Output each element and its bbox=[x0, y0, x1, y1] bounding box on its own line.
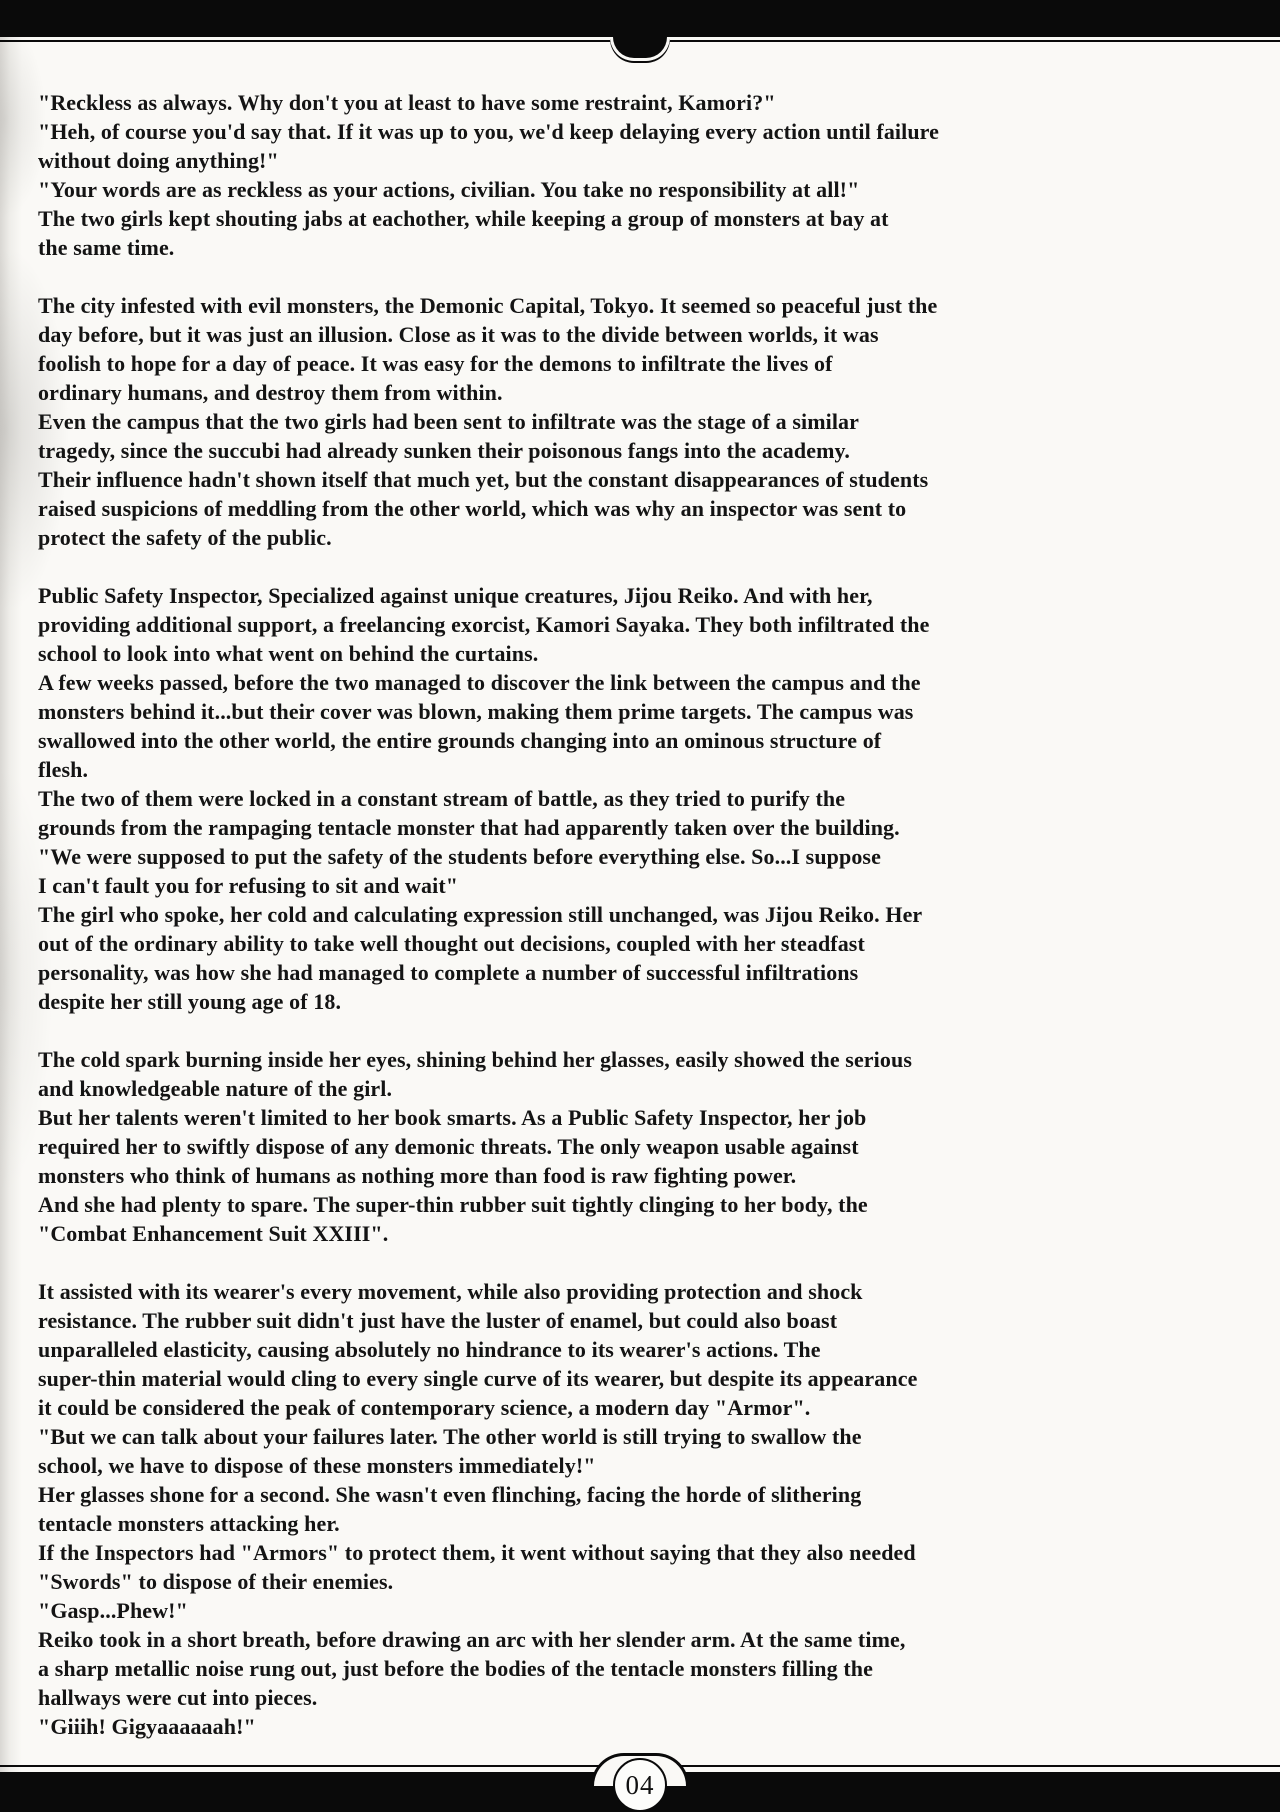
text-line: tentacle monsters attacking her. bbox=[38, 1511, 340, 1536]
text-line: a sharp metallic noise rung out, just before the bodies of the tentacle monsters filling the bbox=[38, 1656, 873, 1681]
text-line: "Gasp...Phew!" bbox=[38, 1598, 188, 1623]
text-line: "Giiih! Gigyaaaaaah!" bbox=[38, 1714, 256, 1739]
text-line: hallways were cut into pieces. bbox=[38, 1685, 318, 1710]
text-line: The two of them were locked in a constant stream of battle, as they tried to purify the bbox=[38, 786, 846, 811]
text-line: "Swords" to dispose of their enemies. bbox=[38, 1569, 394, 1594]
text-line: The girl who spoke, her cold and calculating expression still unchanged, was Jijou Reiko. Her bbox=[38, 902, 923, 927]
text-line: protect the safety of the public. bbox=[38, 525, 332, 550]
text-line: unparalleled elasticity, causing absolutely no hindrance to its wearer's actions. The bbox=[38, 1337, 821, 1362]
text-line: school to look into what went on behind the curtains. bbox=[38, 641, 539, 666]
text-line: monsters who think of humans as nothing more than food is raw fighting power. bbox=[38, 1163, 797, 1188]
text-line: Even the campus that the two girls had been sent to infiltrate was the stage of a similar bbox=[38, 409, 860, 434]
text-line: it could be considered the peak of contemporary science, a modern day "Armor". bbox=[38, 1395, 811, 1420]
text-line: Reiko took in a short breath, before drawing an arc with her slender arm. At the same time, bbox=[38, 1627, 906, 1652]
page-number-badge bbox=[613, 1758, 667, 1812]
paragraph-block bbox=[38, 581, 1254, 1016]
text-line: super-thin material would cling to every single curve of its wearer, but despite its appearance bbox=[38, 1366, 918, 1391]
text-line: raised suspicions of meddling from the other world, which was why an inspector was sent to bbox=[38, 496, 907, 521]
text-line: "Your words are as reckless as your actions, civilian. You take no responsibility at all!" bbox=[38, 177, 860, 202]
text-line: out of the ordinary ability to take well thought out decisions, coupled with her steadfast bbox=[38, 931, 865, 956]
text-line: and knowledgeable nature of the girl. bbox=[38, 1076, 393, 1101]
text-line: A few weeks passed, before the two managed to discover the link between the campus and the bbox=[38, 670, 921, 695]
page-bottom-border bbox=[0, 1752, 1280, 1812]
text-line: flesh. bbox=[38, 757, 89, 782]
text-line: without doing anything!" bbox=[38, 148, 279, 173]
text-line: school, we have to dispose of these monsters immediately!" bbox=[38, 1453, 596, 1478]
text-line: resistance. The rubber suit didn't just have the luster of enamel, but could also boast bbox=[38, 1308, 838, 1333]
text-line: personality, was how she had managed to complete a number of successful infiltrations bbox=[38, 960, 859, 985]
text-line: grounds from the rampaging tentacle monster that had apparently taken over the building. bbox=[38, 815, 900, 840]
text-line: foolish to hope for a day of peace. It was easy for the demons to infiltrate the lives of bbox=[38, 351, 833, 376]
text-line: The city infested with evil monsters, the Demonic Capital, Tokyo. It seemed so peaceful just the bbox=[38, 293, 938, 318]
text-line: despite her still young age of 18. bbox=[38, 989, 342, 1014]
text-line: swallowed into the other world, the entire grounds changing into an ominous structure of bbox=[38, 728, 882, 753]
paragraph-block bbox=[38, 88, 1254, 262]
paragraph-block bbox=[38, 291, 1254, 552]
page-number: 04 bbox=[625, 1769, 655, 1800]
paragraph-block bbox=[38, 1277, 1254, 1741]
text-line: providing additional support, a freelancing exorcist, Kamori Sayaka. They both infiltrated the bbox=[38, 612, 930, 637]
text-line: the same time. bbox=[38, 235, 175, 260]
text-line: It assisted with its wearer's every movement, while also providing protection and shock bbox=[38, 1279, 863, 1304]
page-top-border bbox=[0, 0, 1280, 70]
story-text bbox=[38, 88, 1254, 1741]
text-line: But her talents weren't limited to her book smarts. As a Public Safety Inspector, her job bbox=[38, 1105, 867, 1130]
text-line: "Combat Enhancement Suit XXIII". bbox=[38, 1221, 389, 1246]
text-line: I can't fault you for refusing to sit and wait" bbox=[38, 873, 459, 898]
text-line: Public Safety Inspector, Specialized against unique creatures, Jijou Reiko. And with her, bbox=[38, 583, 873, 608]
text-line: "Heh, of course you'd say that. If it was up to you, we'd keep delaying every action until failure bbox=[38, 119, 940, 144]
text-line: "But we can talk about your failures later. The other world is still trying to swallow the bbox=[38, 1424, 862, 1449]
text-line: Their influence hadn't shown itself that much yet, but the constant disappearances of students bbox=[38, 467, 929, 492]
text-line: Her glasses shone for a second. She wasn't even flinching, facing the horde of slithering bbox=[38, 1482, 862, 1507]
text-line: And she had plenty to spare. The super-thin rubber suit tightly clinging to her body, the bbox=[38, 1192, 868, 1217]
text-line: monsters behind it...but their cover was blown, making them prime targets. The campus was bbox=[38, 699, 914, 724]
text-line: tragedy, since the succubi had already sunken their poisonous fangs into the academy. bbox=[38, 438, 851, 463]
top-center-ornament-icon bbox=[610, 37, 670, 61]
text-line: If the Inspectors had "Armors" to protect them, it went without saying that they also needed bbox=[38, 1540, 916, 1565]
text-line: The cold spark burning inside her eyes, shining behind her glasses, easily showed the serious bbox=[38, 1047, 912, 1072]
text-line: "Reckless as always. Why don't you at least to have some restraint, Kamori?" bbox=[38, 90, 776, 115]
text-line: The two girls kept shouting jabs at eachother, while keeping a group of monsters at bay at bbox=[38, 206, 889, 231]
text-line: required her to swiftly dispose of any demonic threats. The only weapon usable against bbox=[38, 1134, 859, 1159]
text-line: "We were supposed to put the safety of the students before everything else. So...I suppose bbox=[38, 844, 881, 869]
text-line: day before, but it was just an illusion. Close as it was to the divide between worlds, it was bbox=[38, 322, 879, 347]
paragraph-block bbox=[38, 1045, 1254, 1248]
top-black-bar bbox=[0, 0, 1280, 37]
text-line: ordinary humans, and destroy them from within. bbox=[38, 380, 503, 405]
